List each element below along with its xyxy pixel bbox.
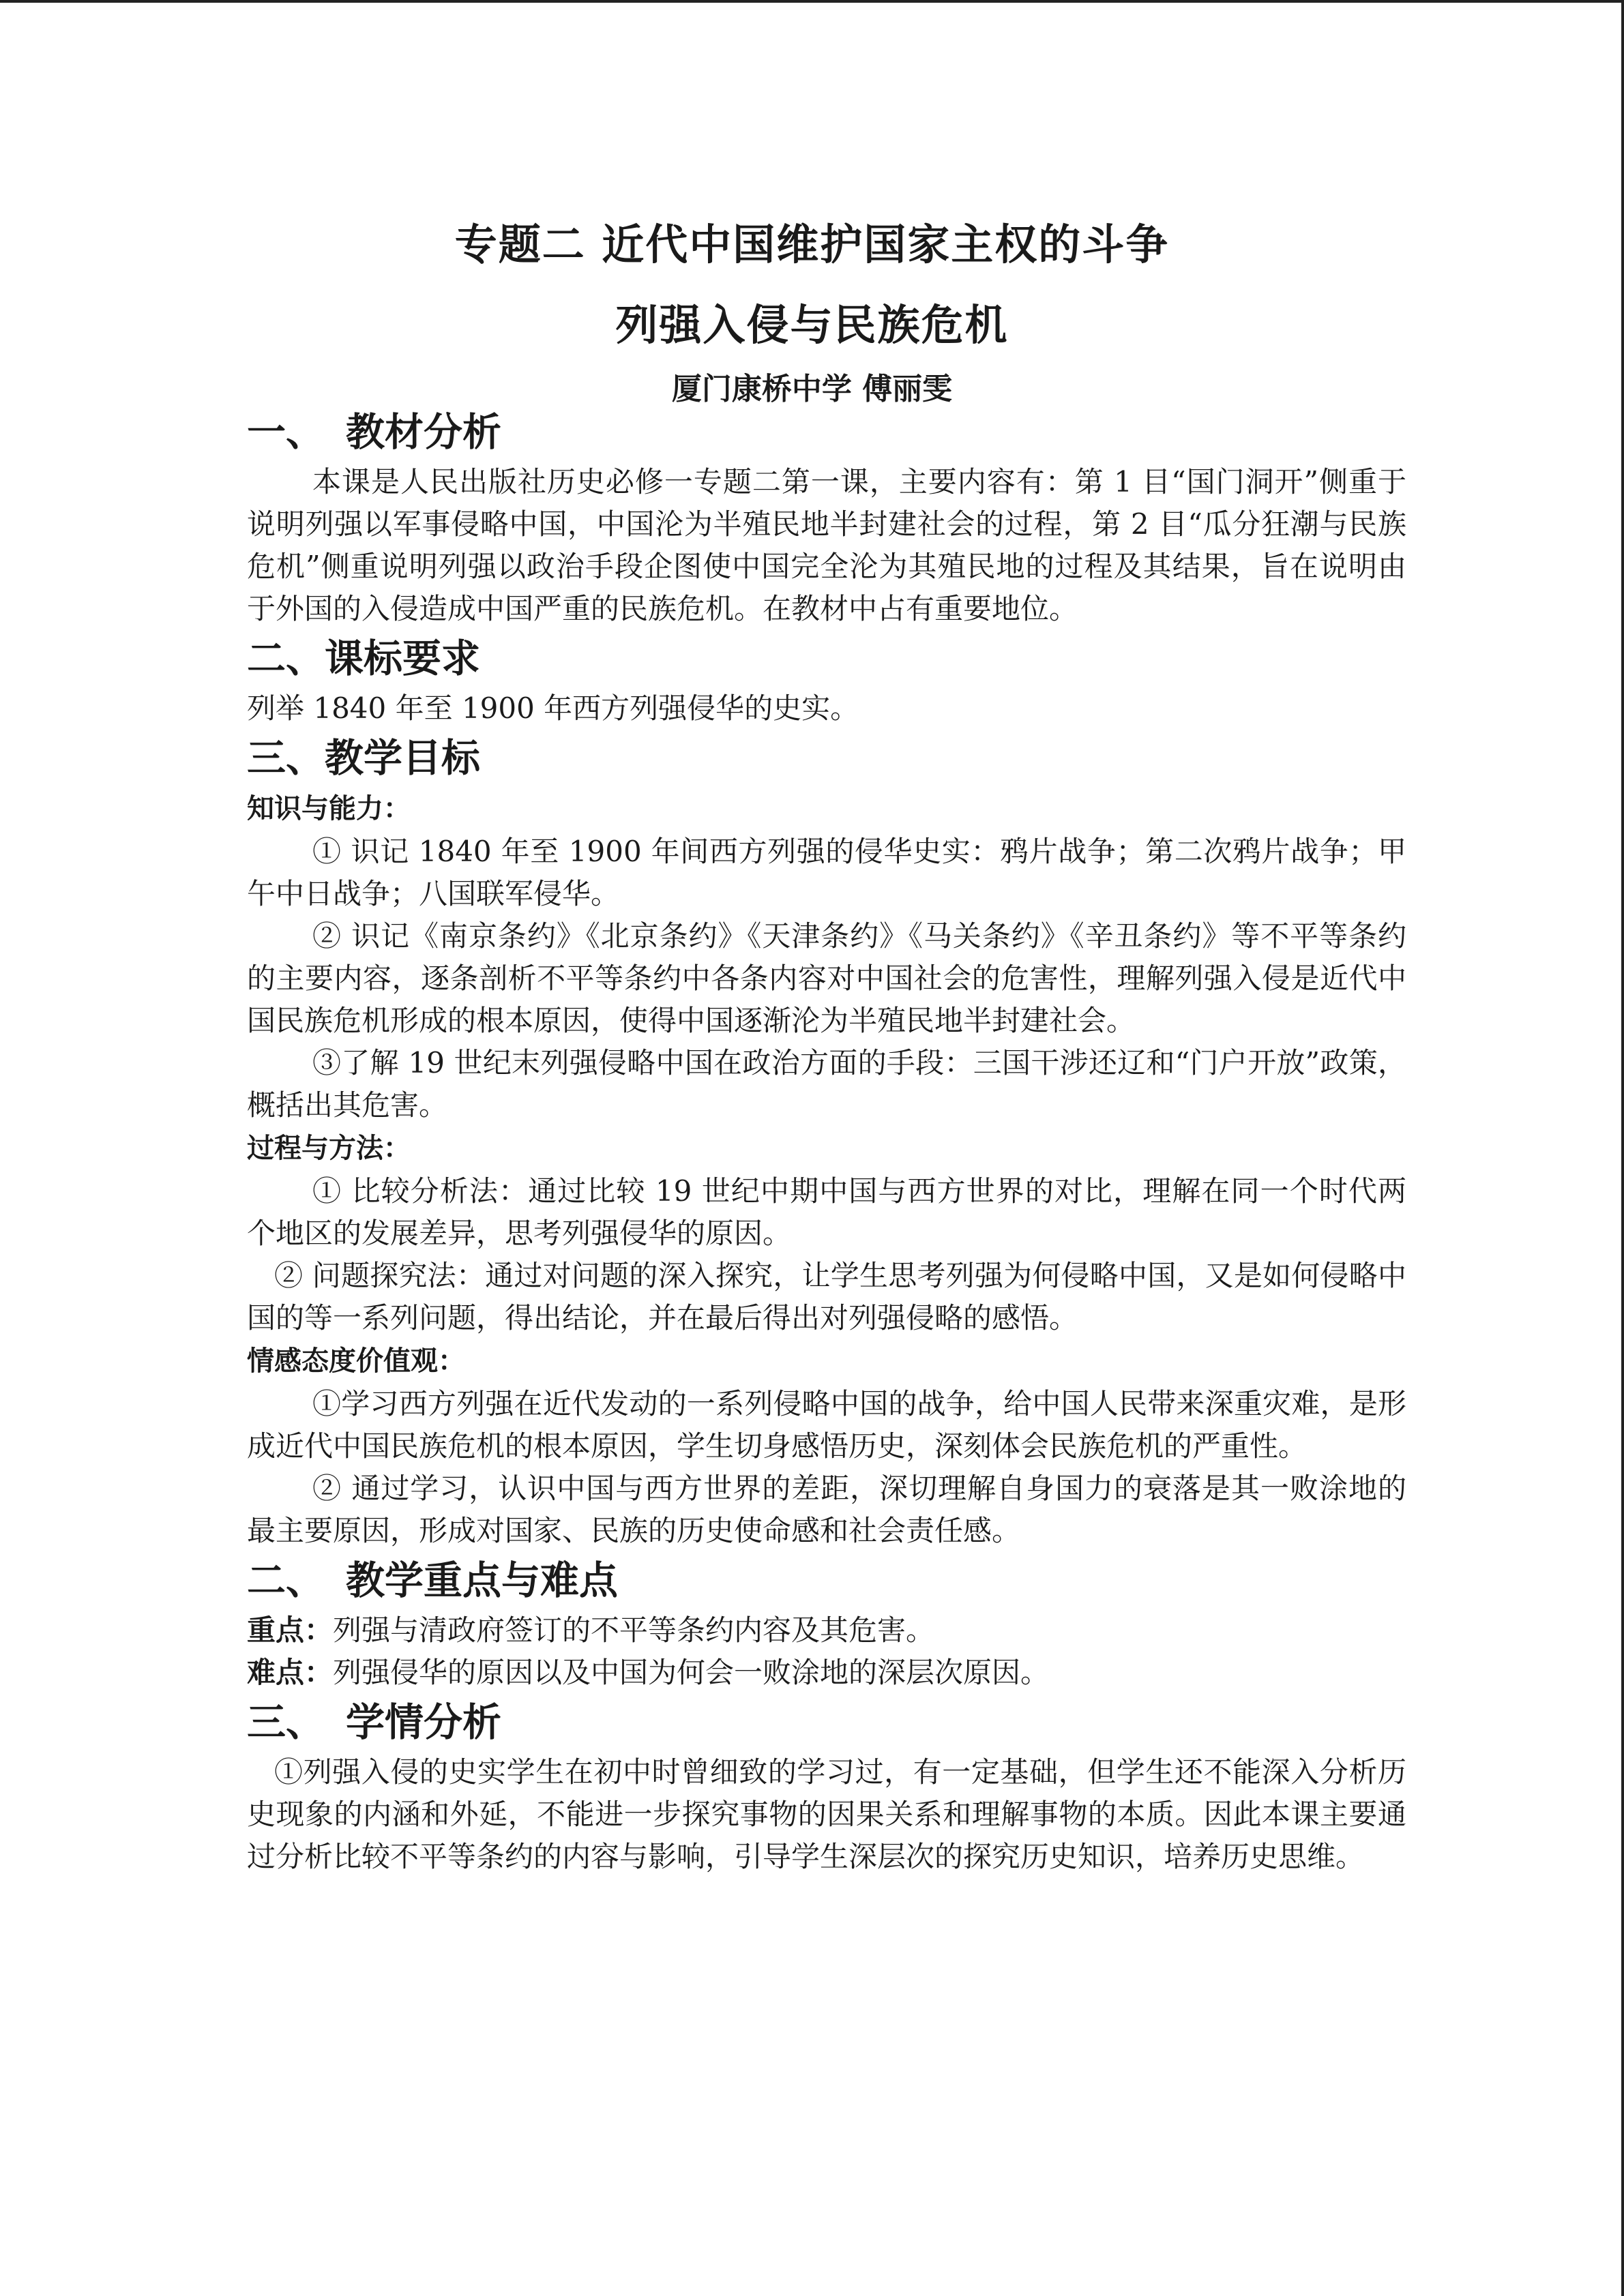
section-title: 教材分析 xyxy=(346,410,501,455)
list-item: ② 识记《南京条约》《北京条约》《天津条约》《马关条约》《辛丑条约》等不平等条约的主要内容，逐条剖析不平等条约中各条内容对中国社会的危害性，理解列强入侵是近代中国民族危机形成的根本原因，使得中国逐渐沦为半殖民地半封建社会。 xyxy=(247,919,1406,1037)
subheading-knowledge: 知识与能力： xyxy=(247,793,411,824)
section-heading-curriculum-requirements: 二、课标要求 xyxy=(247,636,480,681)
document-body xyxy=(247,404,1406,1878)
section-heading-textbook-analysis xyxy=(247,404,1406,461)
key-point-text: 列强与清政府签订的不平等条约内容及其危害。 xyxy=(333,1613,935,1647)
section-number: 一、 xyxy=(247,410,325,455)
list-item: ① 比较分析法：通过比较 19 世纪中期中国与西方世界的对比，理解在同一个时代两个地区的发展差异，思考列强侵华的原因。 xyxy=(247,1174,1406,1250)
list-item: ①学习西方列强在近代发动的一系列侵略中国的战争，给中国人民带来深重灾难，是形成近代中国民族危机的根本原因，学生切身感悟历史，深刻体会民族危机的严重性。 xyxy=(247,1387,1406,1463)
page-border-top xyxy=(0,0,1624,3)
subheading-process: 过程与方法： xyxy=(247,1133,411,1164)
difficulty-line xyxy=(247,1652,1406,1694)
section-heading-student-analysis xyxy=(247,1694,1406,1751)
document-subtitle: 列强入侵与民族危机 xyxy=(615,300,1009,350)
list-item: ③了解 19 世纪末列强侵略中国在政治方面的手段：三国干涉还辽和“门户开放”政策，概括出其危害。 xyxy=(247,1046,1406,1122)
list-item: ② 问题探究法：通过对问题的深入探究，让学生思考列强为何侵略中国，又是如何侵略中国的等一系列问题，得出结论，并在最后得出对列强侵略的感悟。 xyxy=(247,1259,1406,1335)
title-block xyxy=(0,205,1624,413)
document-author: 厦门康桥中学 傅丽雯 xyxy=(671,372,953,406)
list-item: ① 识记 1840 年至 1900 年间西方列强的侵华史实：鸦片战争；第二次鸦片战争；甲午中日战争；八国联军侵华。 xyxy=(247,835,1406,910)
difficulty-label: 难点： xyxy=(247,1656,334,1689)
section-number: 三、 xyxy=(247,1700,325,1745)
key-point-label: 重点： xyxy=(247,1613,334,1647)
difficulty-text: 列强侵华的原因以及中国为何会一败涂地的深层次原因。 xyxy=(333,1656,1050,1689)
section-heading-key-points xyxy=(247,1552,1406,1609)
section-title: 学情分析 xyxy=(346,1700,501,1745)
section-title: 教学重点与难点 xyxy=(346,1558,618,1603)
key-point-line xyxy=(247,1609,1406,1652)
section-heading-teaching-objectives: 三、教学目标 xyxy=(247,736,480,781)
section-number: 二、 xyxy=(247,1558,325,1603)
document-title: 专题二 近代中国维护国家主权的斗争 xyxy=(454,220,1170,269)
list-item: ② 通过学习，认识中国与西方世界的差距，深切理解自身国力的衰落是其一败涂地的最主要原因，形成对国家、民族的历史使命感和社会责任感。 xyxy=(247,1472,1406,1547)
paragraph: 本课是人民出版社历史必修一专题二第一课，主要内容有：第 1 目“国门洞开”侧重于说明列强以军事侵略中国，中国沦为半殖民地半封建社会的过程，第 2 目“瓜分狂潮与民族危机”侧重说明列强以政治手段企图使中国完全沦为其殖民地的过程及其结果，旨在说明由于外国的入侵造成中国严重的民族危机。在教材中占有重要地位。 xyxy=(247,465,1406,625)
paragraph: 列举 1840 年至 1900 年西方列强侵华的史实。 xyxy=(247,691,859,725)
subheading-emotion: 情感态度价值观： xyxy=(247,1345,465,1377)
paragraph: ①列强入侵的史实学生在初中时曾细致的学习过，有一定基础，但学生还不能深入分析历史现象的内涵和外延，不能进一步探究事物的因果关系和理解事物的本质。因此本课主要通过分析比较不平等条约的内容与影响，引导学生深层次的探究历史知识，培养历史思维。 xyxy=(247,1755,1406,1873)
